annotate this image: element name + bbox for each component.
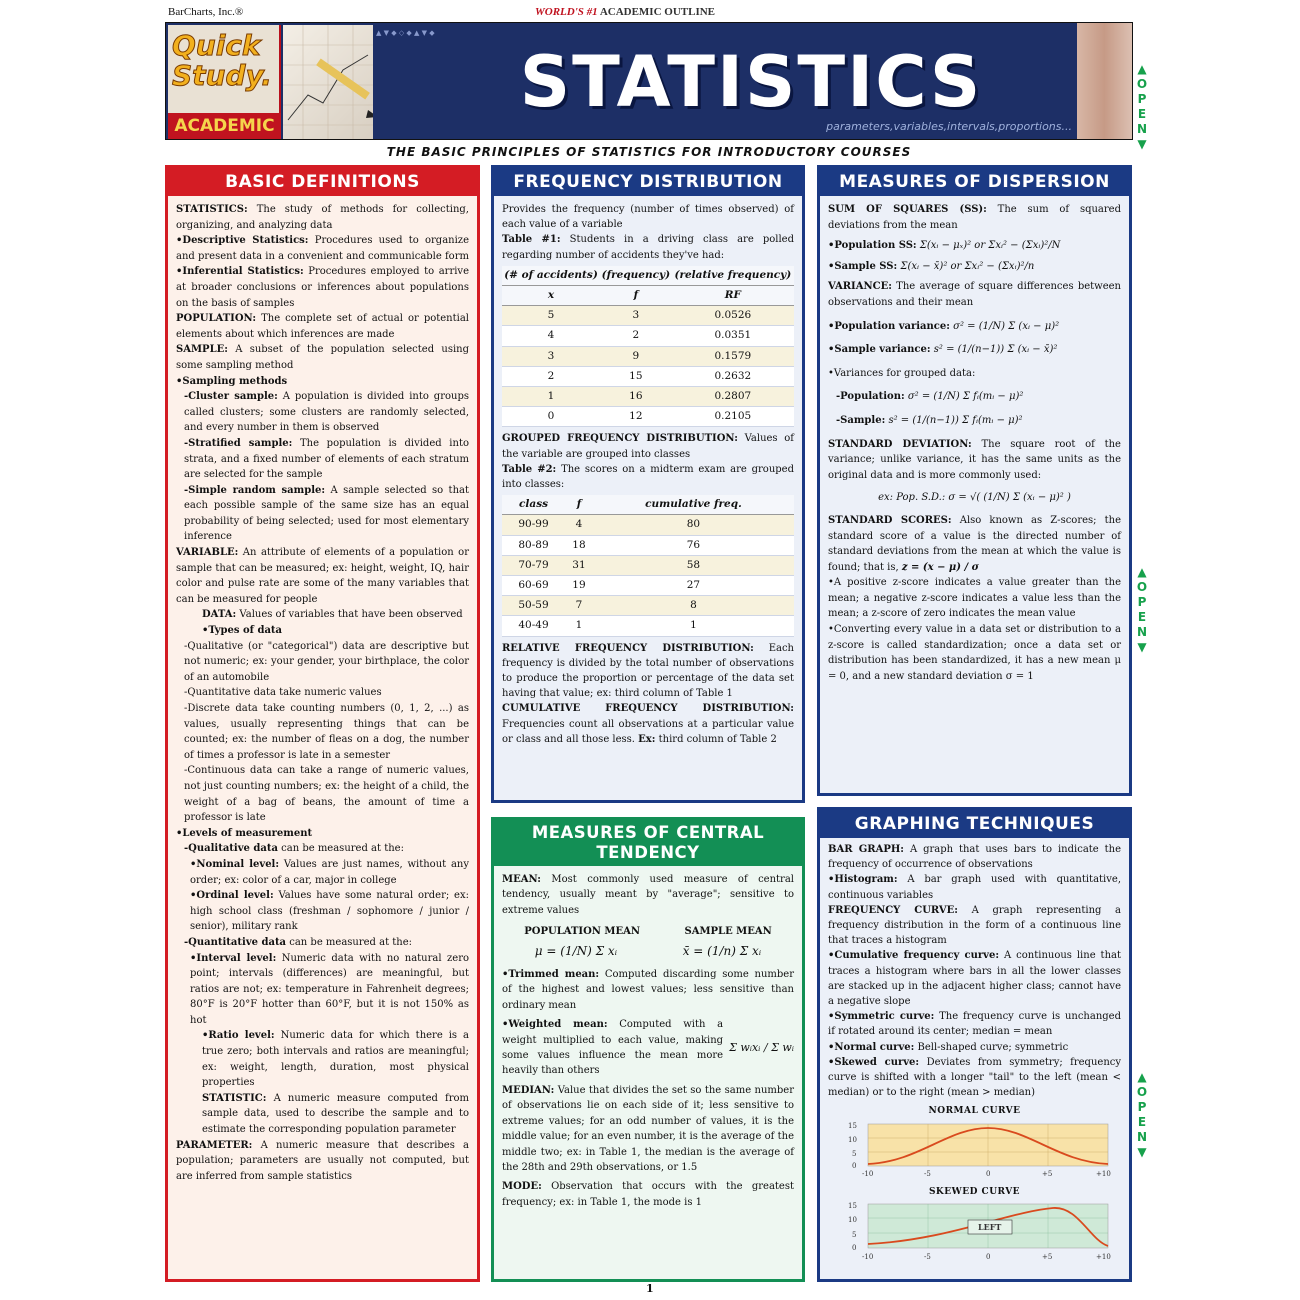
dispersion-heading: MEASURES OF DISPERSION [820, 168, 1129, 196]
def-quantitative-level: -Quantitative data can be measured at the: [184, 936, 413, 948]
def-descriptive: •Descriptive Statistics: Procedures used to organize and present data in a convenient and communicable form [176, 235, 469, 262]
outline-prefix: WORLD'S #1 [535, 6, 598, 18]
grouped-variance: •Variances for grouped data: [828, 367, 976, 379]
def-cluster: -Cluster sample: A population is divided into groups called clusters; some clusters are randomly selected, and every number in them is observed [184, 391, 469, 434]
open-arrow-icon: ▲ [1137, 565, 1147, 579]
grouped-sample-variance: -Sample: s² = (1/(n−1)) Σ fᵢ(mᵢ − μ)² [836, 414, 1023, 426]
def-continuous: -Continuous data can take a range of numeric values, not just counting numbers; ex: the height of a child, the weight of a bag of beans, the amount of time a professor is late [184, 765, 469, 824]
open-tab-3[interactable] [1134, 1070, 1150, 1160]
frequency-distribution-body [494, 196, 802, 753]
table-row: 5 3 0.0526 [502, 306, 794, 326]
open-arrow-icon: ▲ [1137, 62, 1147, 76]
y-tick: 5 [852, 1231, 857, 1240]
def-levels: •Levels of measurement [176, 827, 313, 839]
frequency-distribution-heading: FREQUENCY DISTRIBUTION [494, 168, 802, 196]
x-tick: -5 [924, 1253, 931, 1262]
graphing-heading: GRAPHING TECHNIQUES [820, 810, 1129, 838]
freq-intro: Provides the frequency (number of times observed) of each value of a variable [502, 204, 794, 231]
x-tick: -5 [924, 1169, 931, 1178]
frequency-curve: FREQUENCY CURVE: A graph representing a frequency distribution in the form of a continuous line that traces a histogram [828, 904, 1122, 947]
table-row: 80-89 18 76 [502, 535, 794, 555]
open-letter: E [1137, 610, 1147, 624]
table-row: 90-99 4 80 [502, 515, 794, 535]
frequency-distribution-panel [491, 165, 805, 803]
z-note-standardization: •Converting every value in a data set or distribution to a z-score is called standardization; once a data set or distribution has been standardized, it has a new mean μ = 0, and a new standard deviation σ = 1 [828, 624, 1121, 682]
sample-mean-formula: x̄ = (1/n) Σ xᵢ [682, 943, 762, 958]
open-arrow-icon: ▼ [1137, 1145, 1147, 1159]
population-mean-label: POPULATION MEAN [524, 926, 640, 938]
logo-line1: Quick [172, 29, 261, 62]
open-letter: P [1137, 92, 1147, 106]
table1-header: RF [672, 286, 794, 306]
x-tick: 0 [986, 1169, 991, 1178]
trimmed-mean: •Trimmed mean: Computed discarding some number of the highest and lowest values; less sensitive than ordinary mean [502, 969, 794, 1011]
publisher-label: BarCharts, Inc.® [168, 6, 244, 18]
mean-formulas [502, 944, 794, 959]
table2-scores [502, 495, 794, 636]
banner-photo-strip [1077, 23, 1132, 140]
dispersion-panel [817, 165, 1132, 796]
symmetric-curve: •Symmetric curve: The frequency curve is unchanged if rotated around its center; median = mean [828, 1011, 1121, 1038]
grouped-population-variance: -Population: σ² = (1/N) Σ fᵢ(mᵢ − μ)² [836, 391, 1024, 403]
def-qualitative: -Qualitative (or "categorical") data are descriptive but not numeric; ex: your gender, your birthplace, the color of an automobile [184, 640, 469, 683]
title-banner [165, 22, 1133, 140]
x-tick: +10 [1096, 1169, 1111, 1178]
table-row: 2 15 0.2632 [502, 366, 794, 386]
basic-definitions-panel [165, 165, 480, 1282]
open-letter: P [1137, 595, 1147, 609]
quick-study-logo [168, 25, 281, 139]
pencil-graph-image [283, 25, 373, 139]
mean-labels [502, 924, 794, 939]
def-ordinal: •Ordinal level: Values have some natural order; ex: high school class (freshman / sophomore / junior / senior), military rank [190, 890, 469, 933]
skewed-chart-title: SKEWED CURVE [928, 1186, 1021, 1197]
central-tendency-body [494, 866, 802, 1216]
cumulative-curve: •Cumulative frequency curve: A continuous line that traces a histogram where bars in all the lower classes are stacked up in the adjacent higher class; cannot have a negative slope [828, 950, 1121, 1008]
table-row: 4 2 0.0351 [502, 326, 794, 346]
open-letter: N [1136, 122, 1148, 136]
def-types-of-data: •Types of data [202, 625, 283, 637]
outline-label [535, 6, 715, 18]
normal-curve-chart [828, 1120, 1118, 1180]
table-row: 40-49 1 1 [502, 616, 794, 636]
def-statistics: STATISTICS: The study of methods for collecting, organizing, and analyzing data [176, 204, 469, 231]
histogram: •Histogram: A bar graph used with quantitative, continuous variables [828, 874, 1121, 901]
def-sampling-methods: •Sampling methods [176, 375, 288, 387]
def-qualitative-level: -Qualitative data can be measured at the: [184, 843, 404, 855]
table1-group-header: (frequency) [600, 266, 672, 286]
outline-suffix: ACADEMIC OUTLINE [599, 6, 716, 18]
open-letter: N [1136, 625, 1148, 639]
banner-tagline: parameters,variables,intervals,proportions... [826, 120, 1072, 133]
x-tick: +5 [1042, 1253, 1053, 1262]
table2-header: cumulative freq. [593, 495, 794, 515]
table-row: 70-79 31 58 [502, 555, 794, 575]
relative-frequency: RELATIVE FREQUENCY DISTRIBUTION: Each frequency is divided by the total number of observations to produce the proportion or percentage of the data set having that value; ex: third column of Table 1 [502, 642, 794, 700]
table1-accidents [502, 266, 794, 428]
logo-quick-study [172, 31, 272, 91]
z-note-positive: •A positive z-score indicates a value greater than the mean; a negative z-score indicates a value less than the mean; a z-score of zero indicates the mean value [828, 577, 1121, 620]
variance-definition: VARIANCE: The average of square differences between observations and their mean [828, 281, 1122, 308]
sample-ss: •Sample SS: Σ(xᵢ − x̄)² or Σxᵢ² − (Σxᵢ)²/n [828, 260, 1035, 272]
def-discrete: -Discrete data take counting numbers (0, 1, 2, ...) as values, usually representing things that can be counted; ex: the number of fleas on a dog, the number of times a professor is late in a semester [184, 703, 469, 761]
open-letter: O [1136, 1085, 1148, 1099]
skewed-curve-def: •Skewed curve: Deviates from symmetry; frequency curve is shifted with a longer "tail" to the left (mean < median) or to the right (mean > median) [828, 1056, 1122, 1099]
standard-deviation: STANDARD DEVIATION: The square root of the variance; unlike variance, it has the same units as the original data and is more commonly used: [828, 438, 1121, 481]
def-statistic: STATISTIC: A numeric measure computed from sample data, used to describe the sample and to estimate the corresponding population parameter [202, 1092, 470, 1136]
open-arrow-icon: ▼ [1137, 640, 1147, 654]
y-tick: 15 [848, 1121, 857, 1130]
y-tick: 15 [848, 1202, 857, 1211]
central-tendency-heading: MEASURES OF CENTRAL TENDENCY [494, 820, 802, 866]
open-arrow-icon: ▲ [1137, 1070, 1147, 1084]
def-nominal: •Nominal level: Values are just names, without any order; ex: color of a car, major in college [190, 858, 470, 886]
table2-header: f [565, 495, 593, 515]
normal-curve-def: •Normal curve: Bell-shaped curve; symmetric [828, 1041, 1069, 1053]
def-sample: SAMPLE: A subset of the population selected using some sampling method [176, 344, 469, 371]
x-tick: -10 [862, 1169, 874, 1178]
x-tick: -10 [862, 1253, 874, 1262]
sample-mean-label: SAMPLE MEAN [684, 926, 772, 938]
open-arrow-icon: ▼ [1137, 137, 1147, 151]
page-subtitle: THE BASIC PRINCIPLES OF STATISTICS FOR INTRODUCTORY COURSES [386, 145, 912, 159]
standard-scores: STANDARD SCORES: Also known as Z-scores; the standard score of a value is the directed number of standard deviations from the mean at which the value is found; that is, z = (x − μ) / σ [828, 514, 1122, 573]
open-tab-2[interactable] [1134, 565, 1150, 655]
grouped-frequency: GROUPED FREQUENCY DISTRIBUTION: Values of the variable are grouped into classes [502, 433, 794, 460]
sum-of-squares: SUM OF SQUARES (SS): The sum of squared deviations from the mean [828, 204, 1121, 231]
population-ss: •Population SS: Σ(xᵢ − μₓ)² or Σxᵢ² − (Σxᵢ)²/N [828, 240, 1061, 252]
population-variance: •Population variance: σ² = (1/N) Σ (xᵢ − μ)² [828, 320, 1060, 332]
population-mean-formula: μ = (1/N) Σ xᵢ [534, 943, 618, 958]
dispersion-body [820, 196, 1129, 690]
y-tick: 10 [848, 1216, 857, 1225]
open-letter: E [1137, 1115, 1147, 1129]
logo-academic: ACADEMIC [168, 113, 281, 139]
y-tick: 10 [848, 1135, 857, 1144]
open-letter: O [1136, 580, 1148, 594]
def-interval: •Interval level: Numeric data with no natural zero point; intervals (differences) are meaningful, but ratios are not; ex: temperature in Fahrenheit degrees; 80°F is 20°F hotter than 60°F, but it is not 150% as hot [190, 952, 470, 1026]
central-tendency-panel [491, 817, 805, 1282]
def-quantitative: -Quantitative data take numeric values [184, 687, 382, 699]
table2-caption: Table #2: The scores on a midterm exam are grouped into classes: [502, 463, 794, 491]
x-tick: +5 [1042, 1169, 1053, 1178]
y-tick: 0 [852, 1161, 857, 1170]
page-title: STATISTICS [519, 41, 983, 123]
page-number: 1 [646, 1282, 654, 1295]
table-row: 50-59 7 8 [502, 596, 794, 616]
graphing-panel [817, 807, 1132, 1282]
def-ratio: •Ratio level: Numeric data for which there is a true zero; both intervals and ratios are meaningful; ex: weight, length, duration, most physical properties [202, 1030, 469, 1089]
open-letter: O [1136, 77, 1148, 91]
graphing-body [820, 838, 1129, 1273]
sample-variance: •Sample variance: s² = (1/(n−1)) Σ (xᵢ − x̄)² [828, 344, 1058, 356]
skewed-left-label: LEFT [978, 1222, 1002, 1233]
open-letter: E [1137, 107, 1147, 121]
table-row: 0 12 0.2105 [502, 407, 794, 427]
table1-group-header: (relative frequency) [672, 266, 794, 286]
table2-header: class [502, 495, 565, 515]
logo-line2: Study. [172, 59, 272, 92]
def-parameter: PARAMETER: A numeric measure that describes a population; parameters are usually not computed, but are inferred from sample statistics [176, 1139, 469, 1182]
mean-definition: MEAN: Most commonly used measure of central tendency, usually meant by "average"; sensitive to extreme values [502, 874, 794, 916]
table-row: 3 9 0.1579 [502, 346, 794, 366]
def-population: POPULATION: The complete set of actual or potential elements about which inferences are made [176, 313, 469, 340]
curve-charts [828, 1104, 1121, 1267]
skewed-curve-chart [828, 1200, 1118, 1262]
basic-definitions-heading: BASIC DEFINITIONS [168, 168, 477, 196]
weighted-mean: •Weighted mean: Computed with a weight multiplied to each value, making some values influence the mean more heavily than others Σ wᵢxᵢ / Σ wᵢ [502, 1019, 794, 1077]
median-definition: MEDIAN: Value that divides the set so the same number of observations lie on each side of it; less sensitive to extreme values; for an odd number of values, it is the middle value; for an even number, it is the average of the middle two; ex: in Table 1, the median is the average of the 28th and 29th observations, or 1.5 [502, 1084, 794, 1173]
def-variable: VARIABLE: An attribute of elements of a population or sample that can be measured; ex: height, weight, IQ, hair color and pulse rate are some of the many variables that can be measured for people [176, 547, 469, 605]
table1-header: x [502, 286, 600, 306]
x-tick: 0 [986, 1253, 991, 1262]
table-row: 60-69 19 27 [502, 576, 794, 596]
table1-header: f [600, 286, 672, 306]
open-letter: N [1136, 1130, 1148, 1144]
def-stratified: -Stratified sample: The population is divided into strata, and a fixed number of elements of each stratum are selected for the sample [184, 437, 469, 481]
sd-example: ex: Pop. S.D.: σ = √( (1/N) Σ (xᵢ − μ)² ) [878, 492, 1071, 504]
y-tick: 0 [852, 1244, 857, 1253]
mode-definition: MODE: Observation that occurs with the greatest frequency; ex: in Table 1, the mode is 1 [502, 1181, 794, 1208]
table1-group-header: (# of accidents) [502, 266, 600, 286]
banner-decoration: ▲ ▼ ◆ ◇ ◆ ▲ ▼ ◆ [376, 29, 435, 37]
normal-chart-title: NORMAL CURVE [928, 1106, 1021, 1117]
open-letter: P [1137, 1100, 1147, 1114]
y-tick: 5 [852, 1149, 857, 1158]
def-simple-random: -Simple random sample: A sample selected so that each possible sample of the same size has an equal probability of being selected; used for most elementary inference [184, 484, 469, 543]
table1-caption: Table #1: Students in a driving class are polled regarding number of accidents they've had: [502, 234, 794, 261]
def-inferential: •Inferential Statistics: Procedures employed to arrive at broader conclusions or inferences about populations on the basis of samples [176, 266, 469, 309]
cumulative-frequency: CUMULATIVE FREQUENCY DISTRIBUTION: Frequencies count all observations at a particular value or class and all those less. Ex: third column of Table 2 [502, 703, 794, 745]
def-data: DATA: Values of variables that have been observed [202, 609, 463, 621]
basic-definitions-body [168, 196, 477, 1190]
open-tab-1[interactable] [1134, 62, 1150, 152]
bar-graph: BAR GRAPH: A graph that uses bars to indicate the frequency of occurrence of observations [828, 844, 1122, 871]
weighted-mean-formula: Σ wᵢxᵢ / Σ wᵢ [729, 1041, 794, 1055]
x-tick: +10 [1096, 1253, 1111, 1262]
table-row: 1 16 0.2807 [502, 387, 794, 407]
